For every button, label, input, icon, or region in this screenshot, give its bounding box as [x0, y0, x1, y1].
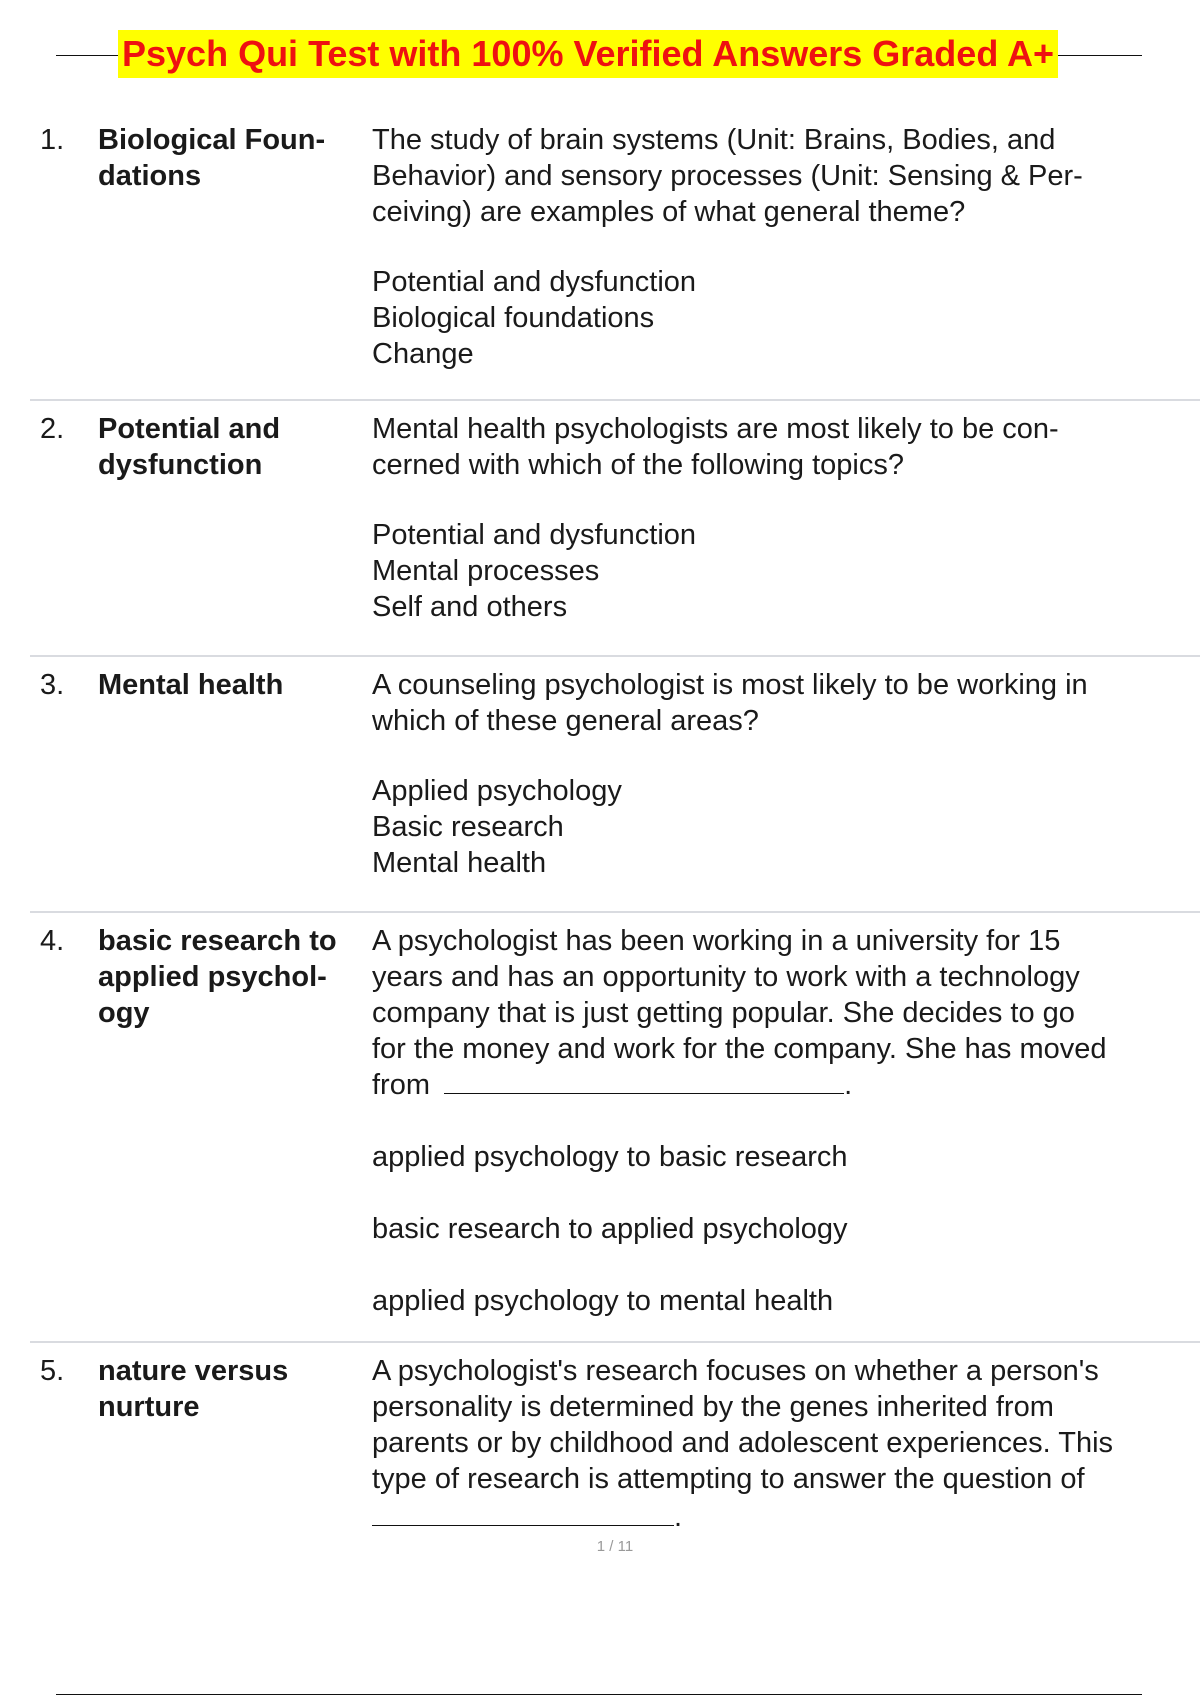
bottom-rule [56, 1694, 1142, 1695]
question-term: nature versus nurture [98, 1355, 289, 1423]
question-term: Mental health [98, 669, 284, 701]
question-text: The study of brain systems (Unit: Brains, Bodies, and Behavior) and sensory processes (Unit: Sensing & Per- ceiving) are examples of what general theme? [372, 124, 1083, 228]
question-number: 5. [40, 1355, 65, 1387]
question-term: basic research to applied psychol- ogy [98, 925, 337, 1029]
answer-option: Potential and dysfunction [372, 519, 697, 551]
question-number: 2. [40, 413, 65, 445]
answer-option: Change [372, 338, 474, 370]
question-item-3 [30, 667, 1200, 913]
answer-option: Mental health [372, 847, 547, 879]
question-item-4 [30, 923, 1200, 1343]
answer-option: Biological foundations [372, 302, 655, 334]
question-body [372, 122, 1200, 372]
term-line: Biological Foun- [98, 124, 326, 156]
term-line: dations [98, 160, 202, 192]
question-term: Potential and dysfunction [98, 413, 281, 481]
page-indicator: 1 / 11 [596, 1538, 634, 1555]
question-number: 1. [40, 124, 65, 156]
question-text: A psychologist has been working in a university for 15 years and has an opportunity to work with a technology company that is just getting popular. She decides to go for the money and work for the company. She has moved from . [372, 925, 1107, 1101]
answer-option: basic research to applied psychology [372, 1213, 848, 1245]
document-title: Psych Qui Test with 100% Verified Answers Graded A+ [118, 30, 1058, 78]
answer-option: Basic research [372, 811, 564, 843]
title-row [56, 30, 1142, 78]
answer-option: applied psychology to basic research [372, 1141, 848, 1173]
question-text: A counseling psychologist is most likely to be working in which of these general areas? [372, 669, 1088, 737]
answer-option: Potential and dysfunction [372, 266, 697, 298]
answer-option: Applied psychology [372, 775, 622, 807]
question-text: Mental health psychologists are most likely to be con- cerned with which of the following topics? [372, 413, 1059, 481]
question-number: 3. [40, 669, 65, 701]
question-body [372, 1353, 1200, 1535]
question-text: A psychologist's research focuses on whether a person's personality is determined by the genes inherited from parents or by childhood and adolescent experiences. This type of research is attempting to answer the question of . [372, 1355, 1114, 1533]
fill-in-blank [372, 1499, 674, 1526]
answer-option: Self and others [372, 591, 568, 623]
fill-in-blank [444, 1067, 844, 1094]
question-number: 4. [40, 925, 65, 957]
question-item-2 [30, 411, 1200, 657]
question-item-5 [30, 1353, 1200, 1553]
question-body [372, 411, 1200, 625]
question-body [372, 923, 1200, 1319]
answer-option: Mental processes [372, 555, 600, 587]
question-list [30, 122, 1200, 1553]
question-term [98, 122, 360, 194]
answer-option: applied psychology to mental health [372, 1285, 834, 1317]
question-body [372, 667, 1200, 881]
question-item-1 [30, 122, 1200, 401]
